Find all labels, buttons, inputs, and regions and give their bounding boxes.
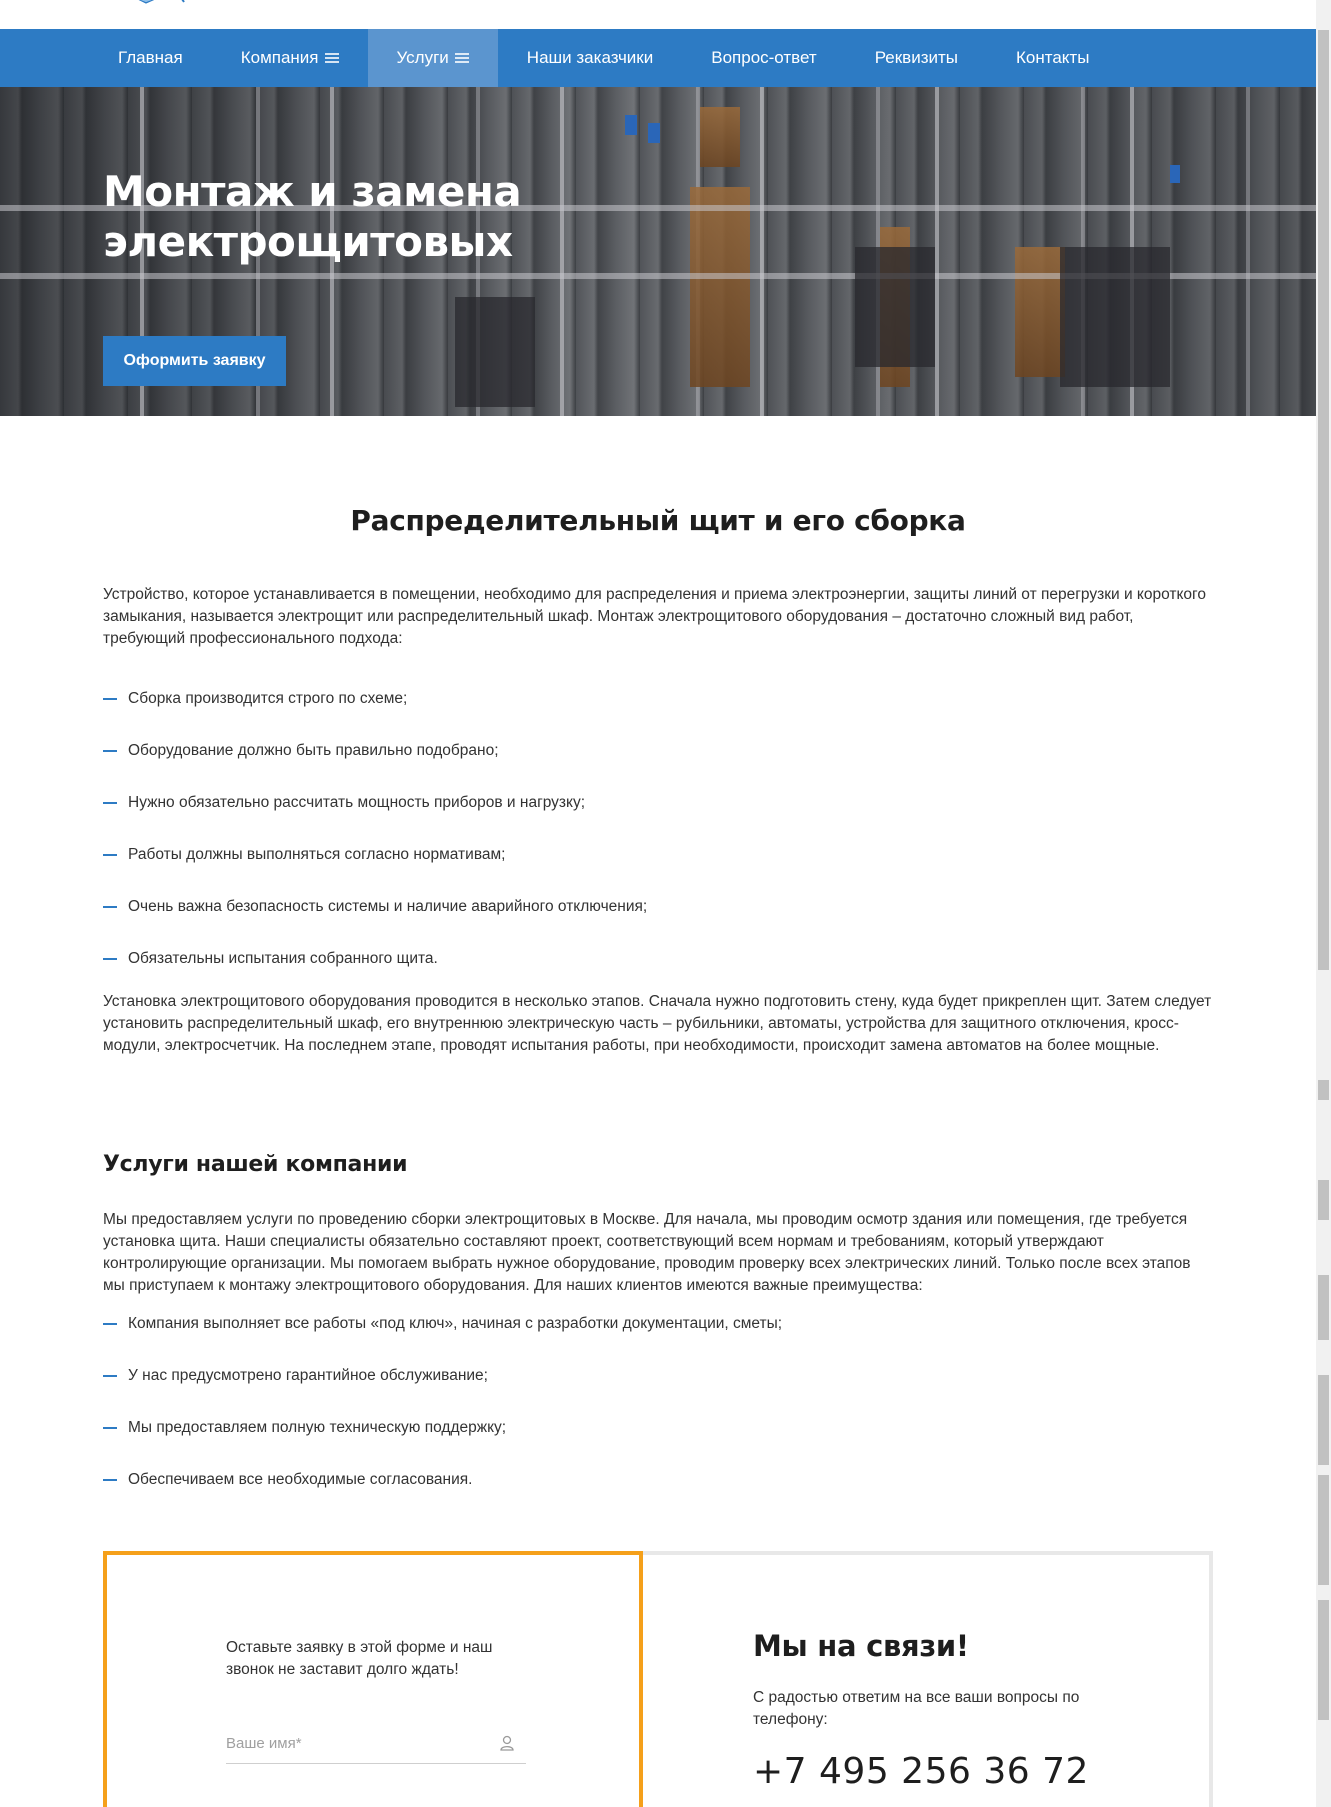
nav-item-contacts[interactable]: [987, 29, 1118, 87]
nav-item-home[interactable]: [89, 29, 212, 87]
list-item: [103, 688, 1213, 740]
dash-bullet-icon: [103, 958, 117, 960]
nav-item-label: Контакты: [1016, 48, 1090, 67]
company-logo-icon[interactable]: [128, 0, 188, 10]
dash-bullet-icon: [103, 802, 117, 804]
scrollbar-segment: [1318, 1180, 1329, 1220]
hamburger-icon: [455, 51, 469, 65]
dash-bullet-icon: [103, 698, 117, 700]
list-item-text: Компания выполняет все работы «под ключ», начиная с разработки документации, сметы;: [128, 1315, 783, 1332]
list-item: [103, 1417, 1213, 1469]
dash-bullet-icon: [103, 1375, 117, 1377]
list-item: [103, 740, 1213, 792]
nav-item-company[interactable]: [212, 29, 368, 87]
nav-item-label: Вопрос-ответ: [711, 48, 817, 67]
nav-item-label: Наши заказчики: [526, 48, 654, 67]
callback-form: [103, 1551, 643, 1807]
scrollbar-segment: [1318, 1600, 1329, 1720]
dash-bullet-icon: [103, 1479, 117, 1481]
hamburger-icon: [325, 51, 339, 65]
list-item: [103, 844, 1213, 896]
switchboard-intro-text: Устройство, которое устанавливается в помещении, необходимо для распределения и приема электроэнергии, защиты линий от перегрузки и короткого замыкания, называется электрощит или распределительный шкаф. Монтаж электрощитового оборудования – достаточно сложный вид работ, требующий профессионального подхода:: [103, 586, 1206, 647]
contact-text: С радостью ответим на все ваши вопросы по телефону:: [753, 1689, 1080, 1728]
submit-request-button[interactable]: Оформить заявку: [103, 336, 286, 386]
list-item: [103, 1365, 1213, 1417]
dash-bullet-icon: [103, 1427, 117, 1429]
nav-item-clients[interactable]: [498, 29, 682, 87]
user-icon: [500, 1735, 514, 1751]
contact-info: [753, 1629, 1153, 1792]
dash-bullet-icon: [103, 750, 117, 752]
list-item: [103, 1469, 1213, 1521]
dash-bullet-icon: [103, 906, 117, 908]
nav-item-services[interactable]: [368, 29, 498, 87]
scrollbar-segment: [1318, 1080, 1329, 1100]
list-item: [103, 896, 1213, 948]
nav-item-label: Реквизиты: [874, 48, 958, 67]
main-navigation: [0, 29, 1316, 87]
nav-item-requisites[interactable]: [846, 29, 987, 87]
list-item-text: Нужно обязательно рассчитать мощность приборов и нагрузку;: [128, 794, 586, 811]
hero-banner: [0, 87, 1316, 416]
nav-item-label: Услуги: [396, 48, 449, 67]
contact-title: Мы на связи!: [753, 1629, 969, 1663]
site-header-top: [0, 0, 1316, 29]
scrollbar-thumb[interactable]: [1318, 30, 1329, 970]
switchboard-installation-text: Установка электрощитового оборудования проводится в несколько этапов. Сначала нужно подготовить стену, куда будет прикреплен щит. Затем следует установить распределительный шкаф, его внутреннюю электрическую часть – рубильники, автоматы, устройства для защитного отключения, кросс-модули, электросчетчик. На последнем этапе, проводят испытания работы, при необходимости, происходит замена автоматов на более мощные.: [103, 993, 1212, 1054]
list-item-text: Сборка производится строго по схеме;: [128, 690, 408, 707]
scrollbar-segment: [1318, 1275, 1329, 1340]
section-title-services: Услуги нашей компании: [103, 1152, 408, 1177]
page-scrollbar[interactable]: [1316, 0, 1331, 1807]
services-intro-text: Мы предоставляем услуги по проведению сборки электрощитовых в Москве. Для начала, мы проводим осмотр здания или помещения, где требуется установка щита. Наши специалисты обязательно составляют проект, соответствующий всем нормам и требованиям, который утверждают контролирующие организации. Мы помогаем выбрать нужное оборудование, проводим проверку всех электрических линий. Только после всех этапов мы приступаем к монтажу электрощитового оборудования. Для наших клиентов имеются важные преимущества:: [103, 1211, 1191, 1294]
list-item-text: Обязательны испытания собранного щита.: [128, 950, 438, 967]
hero-title: [103, 167, 663, 267]
hero-title-line-1: Монтаж и замена: [103, 167, 522, 216]
name-input[interactable]: [226, 1728, 486, 1758]
list-item-text: Обеспечиваем все необходимые согласования.: [128, 1471, 473, 1488]
requirements-list: [103, 688, 1213, 1000]
advantages-list: [103, 1313, 1213, 1521]
list-item: [103, 792, 1213, 844]
list-item-text: Мы предоставляем полную техническую поддержку;: [128, 1419, 507, 1436]
list-item-text: Очень важна безопасность системы и наличие аварийного отключения;: [128, 898, 648, 915]
name-field: [226, 1728, 526, 1764]
dash-bullet-icon: [103, 854, 117, 856]
scrollbar-segment: [1318, 1375, 1329, 1465]
nav-item-label: Главная: [118, 48, 183, 67]
dash-bullet-icon: [103, 1323, 117, 1325]
hero-title-line-2: электрощитовых: [103, 217, 513, 266]
nav-item-label: Компания: [240, 48, 319, 67]
list-item: [103, 1313, 1213, 1365]
list-item-text: Работы должны выполняться согласно нормативам;: [128, 846, 506, 863]
list-item-text: Оборудование должно быть правильно подобрано;: [128, 742, 499, 759]
form-intro-text: Оставьте заявку в этой форме и наш звонок не заставит долго ждать!: [226, 1639, 493, 1678]
list-item-text: У нас предусмотрено гарантийное обслуживание;: [128, 1367, 488, 1384]
contact-section: [103, 1551, 1213, 1807]
nav-item-faq[interactable]: [682, 29, 845, 87]
scrollbar-segment: [1318, 1475, 1329, 1585]
phone-number[interactable]: +7 495 256 36 72: [753, 1751, 1089, 1792]
section-title-switchboard: Распределительный щит и его сборка: [350, 504, 966, 537]
